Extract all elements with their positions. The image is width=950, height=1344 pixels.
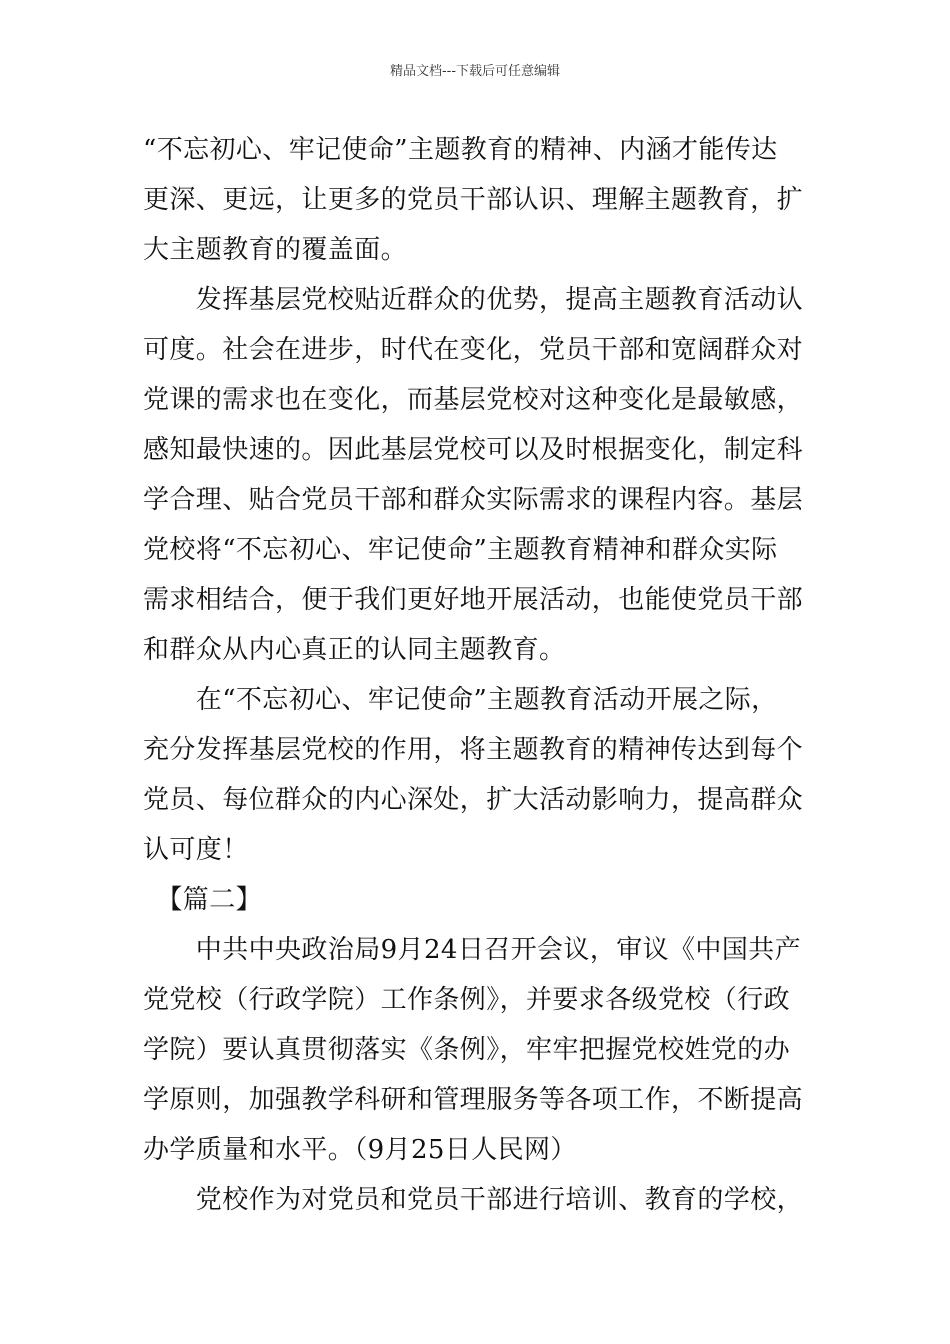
document-body: [143, 125, 811, 1225]
section-heading: 【篇二】: [143, 885, 263, 915]
text-line: 在“不忘初心、牢记使命”主题教育活动开展之际，: [143, 685, 778, 715]
text-line: 学院）要认真贯彻落实《条例》，牢牢把握党校姓党的办: [143, 1035, 791, 1065]
text-line: 更深、更远，让更多的党员干部认识、理解主题教育，扩: [143, 185, 804, 215]
text-line: 认可度！: [143, 835, 249, 865]
text-line: 感知最快速的。因此基层党校可以及时根据变化，制定科: [143, 435, 804, 465]
text-line: 党课的需求也在变化，而基层党校对这种变化是最敏感，: [143, 385, 804, 415]
text-line: 可度。社会在进步，时代在变化，党员干部和宽阔群众对: [143, 335, 804, 365]
text-line: 学原则，加强教学科研和管理服务等各项工作，不断提高: [143, 1085, 804, 1115]
text-line: 需求相结合，便于我们更好地开展活动，也能使党员干部: [143, 585, 804, 615]
text-line: 党员、每位群众的内心深处，扩大活动影响力，提高群众: [143, 785, 804, 815]
text-line: 发挥基层党校贴近群众的优势，提高主题教育活动认: [143, 285, 804, 315]
page-header: 精品文档---下载后可任意编辑: [389, 64, 561, 79]
text-line: 办学质量和水平。（9月25日人民网）: [143, 1135, 577, 1165]
text-line: 中共中央政治局9月24日召开会议，审议《中国共产: [143, 935, 802, 965]
text-line: 和群众从内心真正的认同主题教育。: [143, 635, 566, 665]
text-line: 大主题教育的覆盖面。: [143, 235, 408, 265]
text-line: 党校将“不忘初心、牢记使命”主题教育精神和群众实际: [143, 535, 778, 565]
text-line: “不忘初心、牢记使命”主题教育的精神、内涵才能传达: [143, 135, 778, 165]
text-line: 党校作为对党员和党员干部进行培训、教育的学校，: [143, 1185, 804, 1215]
text-line: 党党校（行政学院）工作条例》，并要求各级党校（行政: [143, 985, 791, 1015]
text-line: 学合理、贴合党员干部和群众实际需求的课程内容。基层: [143, 485, 804, 515]
text-line: 充分发挥基层党校的作用，将主题教育的精神传达到每个: [143, 735, 804, 765]
